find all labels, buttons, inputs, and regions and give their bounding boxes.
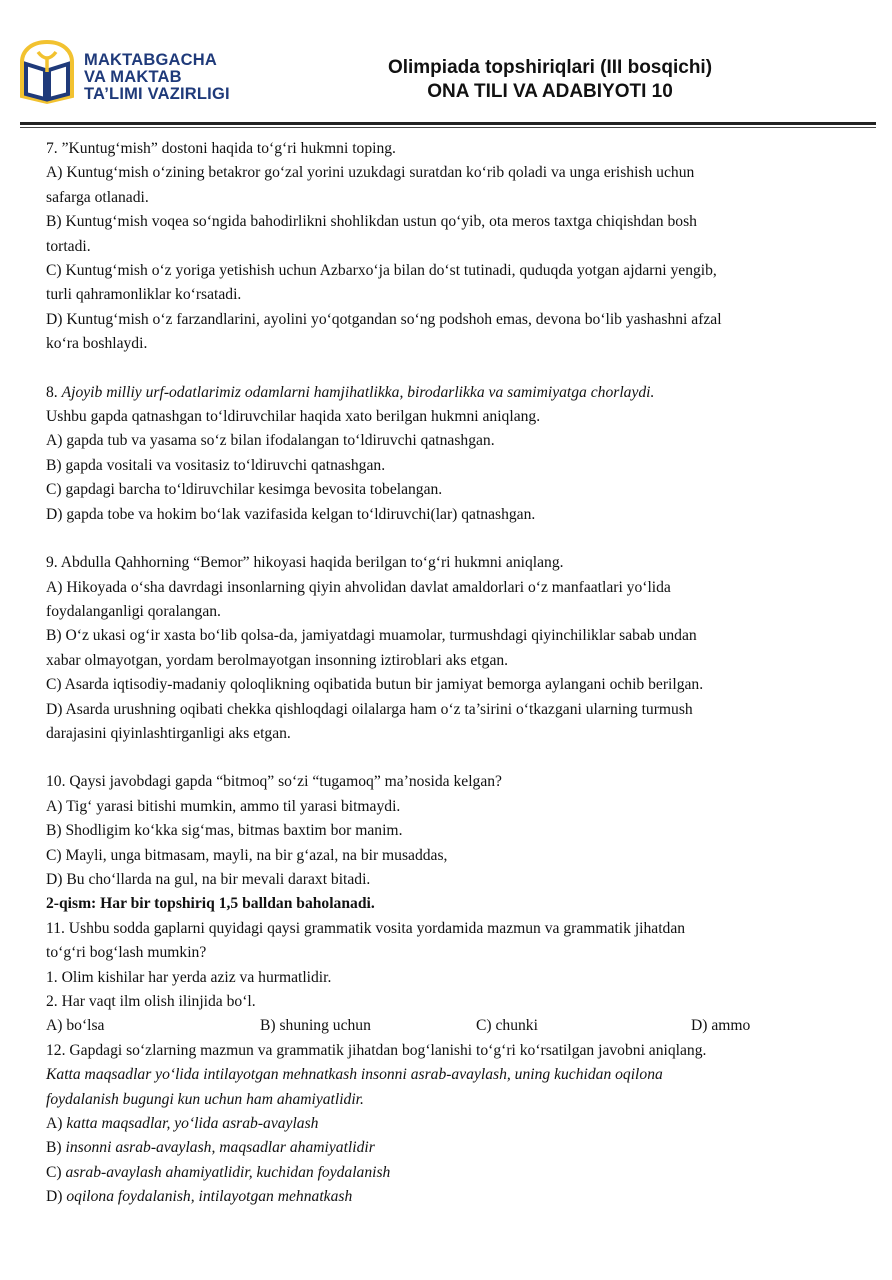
- option-a: A) Kuntug‘mish o‘zining betakror go‘zal yorini uzukdagi suratdan ko‘rib qoladi va unga erishish uchun: [46, 164, 695, 182]
- spacer: [46, 746, 852, 770]
- ministry-logo-icon: [16, 38, 78, 106]
- question-text: 7. ”Kuntug‘mish” dostoni haqida to‘g‘ri hukmni toping.: [46, 140, 396, 157]
- question-12: [46, 1039, 852, 1210]
- option-b: [46, 1136, 852, 1160]
- option-c: [46, 1161, 852, 1185]
- question-9: [46, 551, 852, 746]
- page-header: [0, 0, 892, 130]
- question-7: [46, 137, 852, 357]
- option-d: D) Bu cho‘llarda na gul, na bir mevali daraxt bitadi.: [46, 870, 371, 888]
- question-sentence-cont: foydalanish bugungi kun uchun ham ahamiyatlidir.: [46, 1090, 364, 1108]
- option-b: B) Shodligim ko‘kka sig‘mas, bitmas baxtim bor manim.: [46, 822, 403, 840]
- exam-title: [330, 56, 770, 104]
- question-10: [46, 770, 852, 892]
- section-heading: 2-qism: Har bir topshiriq 1,5 balldan baholanadi.: [46, 895, 375, 913]
- exam-title-line-1: Olimpiada topshiriqlari (III bosqichi): [387, 57, 713, 78]
- option-label: C): [46, 1163, 62, 1181]
- option-b-cont: xabar olmayotgan, yordam berolmayotgan insonning iztiroblari aks etgan.: [46, 651, 509, 669]
- option-b: B) Kuntug‘mish voqea so‘ngida bahodirlikni shohlikdan ustun qo‘yib, ota meros taxtga chiqishdan bosh: [46, 213, 697, 231]
- option-c: C) gapdagi barcha to‘ldiruvchilar kesimga bevosita tobelangan.: [46, 481, 443, 499]
- question-text: 11. Ushbu sodda gaplarni quyidagi qaysi grammatik vosita yordamida mazmun va grammatik jihatdan: [46, 919, 686, 937]
- option-d-cont: darajasini qiyinlashtirganligi aks etgan.: [46, 724, 291, 742]
- option-c: C) Asarda iqtisodiy-madaniy qoloqlikning oqibatida butun bir jamiyat bemorga aylangani ochib berilgan.: [46, 676, 704, 694]
- question-number: 8.: [46, 383, 58, 401]
- ministry-name-line: VA MAKTAB: [84, 68, 182, 86]
- spacer: [46, 527, 852, 551]
- option-text: asrab-avaylash ahamiyatlidir, kuchidan foydalanish: [65, 1163, 391, 1181]
- ministry-name: [84, 52, 230, 103]
- option-c: C) Mayli, unga bitmasam, mayli, na bir g‘azal, na bir musaddas,: [46, 846, 448, 864]
- ministry-name-line: TA’LIMI VAZIRLIGI: [84, 85, 230, 103]
- option-d-cont: ko‘ra boshlaydi.: [46, 335, 148, 353]
- question-text-cont: to‘g‘ri bog‘lash mumkin?: [46, 944, 207, 962]
- questions-body: [46, 137, 852, 1210]
- header-divider-thin: [20, 127, 876, 128]
- question-text: 10. Qaysi javobdagi gapda “bitmoq” so‘zi “tugamoq” ma’nosida kelgan?: [46, 773, 502, 791]
- option-a: A) gapda tub va yasama so‘z bilan ifodalangan to‘ldiruvchi qatnashgan.: [46, 432, 495, 450]
- option-d: [46, 1185, 852, 1209]
- option-a: A) Hikoyada o‘sha davrdagi insonlarning qiyin ahvolidan davlat amaldorlari o‘z manfaatlari yo‘lida: [46, 578, 671, 596]
- option-c: C) Kuntug‘mish o‘z yoriga yetishish uchun Azbarxo‘ja bilan do‘st tutinadi, quduqda yotgan ajdarni yengib,: [46, 262, 717, 280]
- option-d: D) ammo: [691, 1017, 751, 1035]
- option-b: B) O‘z ukasi og‘ir xasta bo‘lib qolsa-da, jamiyatdagi muamolar, turmushdagi qiyinchiliklar sabab undan: [46, 627, 697, 645]
- option-a-cont: foydalanganligi qoralangan.: [46, 602, 221, 620]
- option-c-cont: turli qahramonliklar ko‘rsatadi.: [46, 286, 242, 304]
- option-text: oqilona foydalanish, intilayotgan mehnatkash: [66, 1188, 353, 1206]
- option-a: A) Tig‘ yarasi bitishi mumkin, ammo til yarasi bitmaydi.: [46, 797, 401, 815]
- option-label: D): [46, 1188, 63, 1206]
- sentence-2: 2. Har vaqt ilm olish ilinjida bo‘l.: [46, 993, 256, 1010]
- spacer: [46, 357, 852, 381]
- option-c: C) chunki: [476, 1017, 538, 1035]
- ministry-name-line: MAKTABGACHA: [84, 51, 217, 69]
- option-a: A) bo‘lsa: [46, 1017, 105, 1035]
- option-d: D) Kuntug‘mish o‘z farzandlarini, ayolini yo‘qotgandan so‘ng podshoh emas, devona bo‘lib yashashni afzal: [46, 310, 722, 328]
- question-sentence-line: [46, 381, 852, 405]
- option-label: B): [46, 1139, 62, 1157]
- option-text: insonni asrab-avaylash, maqsadlar ahamiyatlidir: [65, 1139, 375, 1157]
- question-sentence: Katta maqsadlar yo‘lida intilayotgan mehnatkash insonni asrab-avaylash, uning kuchidan oqilona: [46, 1066, 663, 1084]
- question-8: [46, 381, 852, 527]
- options-row: [46, 1014, 852, 1038]
- option-a-cont: safarga otlanadi.: [46, 188, 149, 206]
- sentence-1: 1. Olim kishilar har yerda aziz va hurmatlidir.: [46, 968, 332, 986]
- option-b: B) shuning uchun: [260, 1017, 371, 1035]
- option-text: katta maqsadlar, yo‘lida asrab-avaylash: [66, 1115, 319, 1133]
- question-sentence: Ajoyib milliy urf-odatlarimiz odamlarni hamjihatlikka, birodarlikka va samimiyatga chorlaydi.: [61, 383, 655, 401]
- question-text: Ushbu gapda qatnashgan to‘ldiruvchilar haqida xato berilgan hukmni aniqlang.: [46, 408, 541, 426]
- question-text: 12. Gapdagi so‘zlarning mazmun va grammatik jihatdan bog‘lanishi to‘g‘ri ko‘rsatilgan javobni aniqlang.: [46, 1041, 707, 1059]
- option-a: [46, 1112, 852, 1136]
- header-divider: [20, 122, 876, 125]
- option-label: A): [46, 1115, 63, 1133]
- option-d: D) gapda tobe va hokim bo‘lak vazifasida kelgan to‘ldiruvchi(lar) qatnashgan.: [46, 505, 536, 523]
- option-d: D) Asarda urushning oqibati chekka qishloqdagi oilalarga ham o‘z ta’sirini o‘tkazgani ularning turmush: [46, 700, 693, 718]
- option-b: B) gapda vositali va vositasiz to‘ldiruvchi qatnashgan.: [46, 456, 386, 474]
- option-b-cont: tortadi.: [46, 237, 91, 255]
- question-11: [46, 917, 852, 1039]
- question-text: 9. Abdulla Qahhorning “Bemor” hikoyasi haqida berilgan to‘g‘ri hukmni aniqlang.: [46, 554, 564, 572]
- exam-title-line-2: ONA TILI VA ADABIYOTI 10: [427, 81, 673, 102]
